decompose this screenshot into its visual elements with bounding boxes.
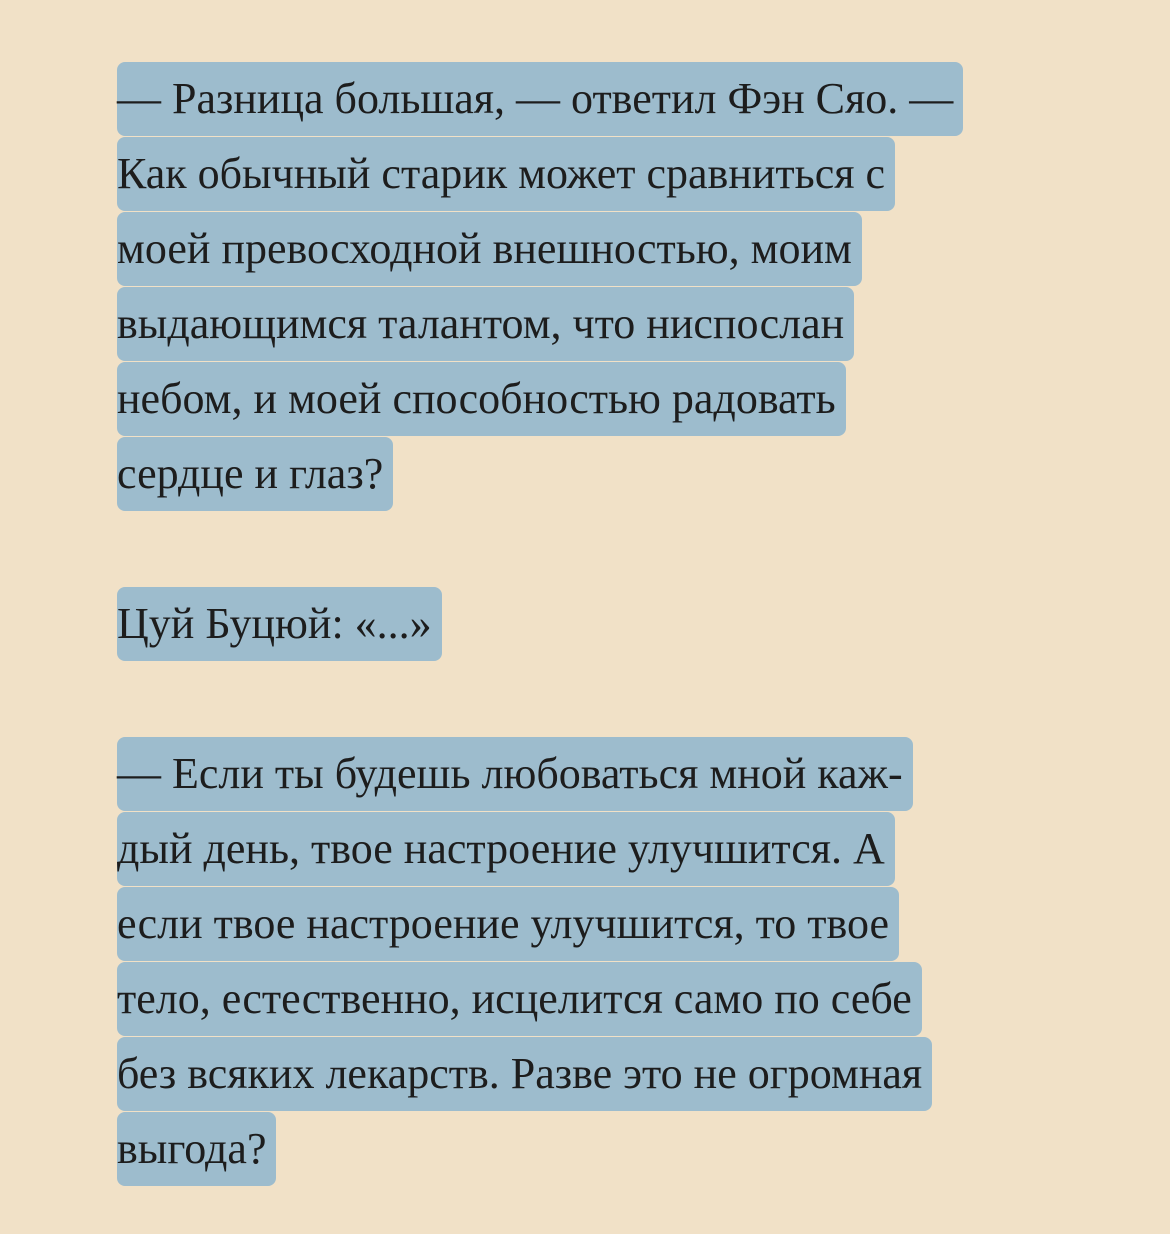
paragraph-2[interactable] bbox=[117, 587, 1057, 662]
text-line[interactable] bbox=[117, 887, 1057, 962]
highlighted-text[interactable]: сердце и глаз? bbox=[117, 437, 393, 511]
paragraph-spacer bbox=[117, 512, 1057, 587]
highlighted-text[interactable]: Цуй Буцюй: «...» bbox=[117, 587, 442, 661]
highlighted-text[interactable]: выдающимся талантом, что ниспослан bbox=[117, 287, 854, 361]
text-line[interactable] bbox=[117, 437, 1057, 512]
highlighted-text[interactable]: дый день, твое настроение улучшится. А bbox=[117, 812, 895, 886]
paragraph-3[interactable] bbox=[117, 737, 1057, 1187]
text-line[interactable] bbox=[117, 962, 1057, 1037]
highlighted-text[interactable]: выгода? bbox=[117, 1112, 276, 1186]
book-reader-page bbox=[117, 62, 1057, 1187]
text-line[interactable] bbox=[117, 137, 1057, 212]
paragraph-spacer bbox=[117, 662, 1057, 737]
highlighted-text[interactable]: небом, и моей способностью радовать bbox=[117, 362, 846, 436]
text-line[interactable] bbox=[117, 737, 1057, 812]
highlighted-text[interactable]: — Разница большая, — ответил Фэн Сяо. — bbox=[117, 62, 963, 136]
highlighted-text[interactable]: — Если ты будешь любоваться мной каж- bbox=[117, 737, 913, 811]
text-line[interactable] bbox=[117, 287, 1057, 362]
text-line[interactable] bbox=[117, 62, 1057, 137]
text-line[interactable] bbox=[117, 212, 1057, 287]
text-line[interactable] bbox=[117, 1037, 1057, 1112]
highlighted-text[interactable]: тело, естественно, исцелится само по себе bbox=[117, 962, 922, 1036]
text-line[interactable] bbox=[117, 1112, 1057, 1187]
text-line[interactable] bbox=[117, 362, 1057, 437]
text-line[interactable] bbox=[117, 587, 1057, 662]
highlighted-text[interactable]: без всяких лекарств. Разве это не огромная bbox=[117, 1037, 932, 1111]
paragraph-1[interactable] bbox=[117, 62, 1057, 512]
text-line[interactable] bbox=[117, 812, 1057, 887]
highlighted-text[interactable]: если твое настроение улучшится, то твое bbox=[117, 887, 899, 961]
highlighted-text[interactable]: моей превосходной внешностью, моим bbox=[117, 212, 862, 286]
highlighted-text[interactable]: Как обычный старик может сравниться с bbox=[117, 137, 895, 211]
